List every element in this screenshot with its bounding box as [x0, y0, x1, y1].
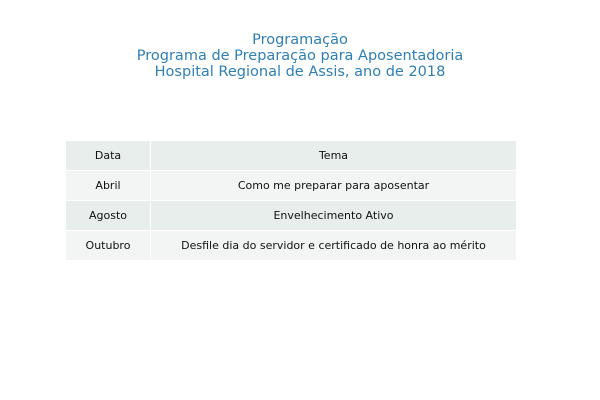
title-programacao: Programação [252, 32, 348, 48]
table-cell-month: Agosto [66, 201, 151, 231]
title-program-name: Programa de Preparação para Aposentadoria [136, 48, 464, 64]
table-row [66, 201, 516, 231]
title-hospital-year: Hospital Regional de Assis, ano de 2018 [154, 64, 446, 80]
table-cell-theme: Desfile dia do servidor e certificado de honra ao mérito [151, 231, 516, 261]
table-cell-theme: Como me preparar para aposentar [151, 171, 516, 201]
table-row [66, 171, 516, 201]
table-cell-month: Outubro [66, 231, 151, 261]
schedule-table [66, 141, 516, 261]
table-cell-theme: Envelhecimento Ativo [151, 201, 516, 231]
table-header-row [66, 141, 516, 171]
table-row [66, 231, 516, 261]
document-title-block [0, 32, 600, 80]
table-cell-month: Abril [66, 171, 151, 201]
column-header-tema: Tema [151, 141, 516, 171]
column-header-data: Data [66, 141, 151, 171]
